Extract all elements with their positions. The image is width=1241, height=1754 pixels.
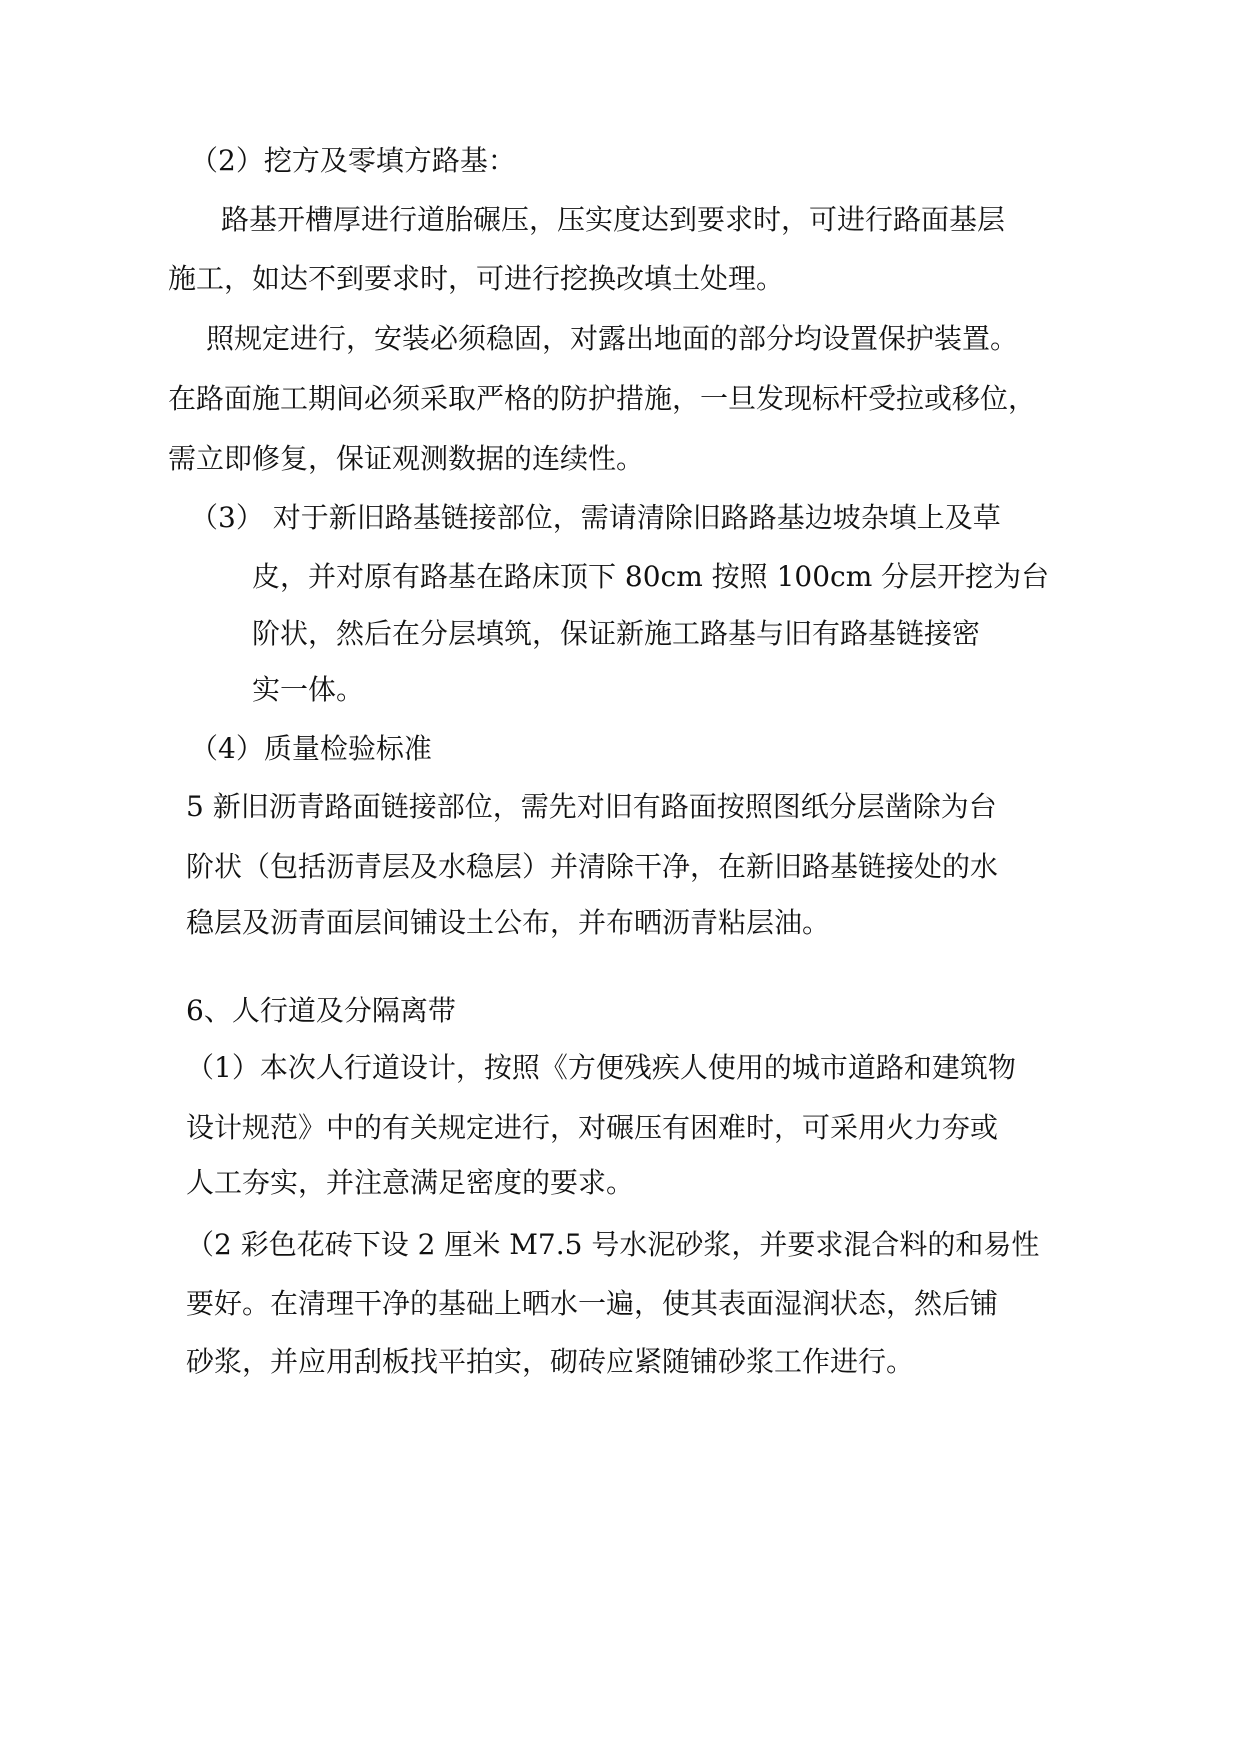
- paragraph-line: 稳层及沥青面层间铺设土公布，并布晒沥青粘层油。: [186, 906, 831, 939]
- paragraph-line: 照规定进行，安装必须稳固，对露出地面的部分均设置保护装置。: [206, 322, 1019, 355]
- paragraph-line: 路基开槽厚进行道胎碾压，压实度达到要求时，可进行路面基层: [221, 203, 1006, 236]
- paragraph-line: （2 彩色花砖下设 2 厘米 M7.5 号水泥砂浆，并要求混合料的和易性: [186, 1228, 1040, 1261]
- paragraph-line: 阶状，然后在分层填筑，保证新施工路基与旧有路基链接密: [252, 617, 981, 650]
- paragraph-line: 5 新旧沥青路面链接部位，需先对旧有路面按照图纸分层凿除为台: [186, 790, 997, 823]
- section-heading: 6、人行道及分隔离带: [186, 994, 456, 1027]
- paragraph-line: 需立即修复，保证观测数据的连续性。: [168, 442, 645, 475]
- paragraph-line: 在路面施工期间必须采取严格的防护措施，一旦发现标杆受拉或移位，: [168, 382, 1037, 415]
- paragraph-line: （1）本次人行道设计，按照《方便残疾人使用的城市道路和建筑物: [186, 1051, 1016, 1084]
- subheading-excavation: （2）挖方及零填方路基：: [190, 144, 516, 177]
- paragraph-line: 砂浆，并应用刮板找平拍实，砌砖应紧随铺砂浆工作进行。: [186, 1345, 915, 1378]
- paragraph-line: 人工夯实，并注意满足密度的要求。: [186, 1166, 635, 1199]
- subheading-quality: （4）质量检验标准: [190, 732, 432, 765]
- paragraph-line: 实一体。: [252, 673, 365, 706]
- paragraph-line: 阶状（包括沥青层及水稳层）并清除干净，在新旧路基链接处的水: [186, 850, 999, 883]
- paragraph-line: 要好。在清理干净的基础上晒水一遍，使其表面湿润状态，然后铺: [186, 1287, 999, 1320]
- paragraph-line: 施工，如达不到要求时，可进行挖换改填土处理。: [168, 262, 785, 295]
- paragraph-line: 设计规范》中的有关规定进行，对碾压有困难时，可采用火力夯或: [186, 1111, 999, 1144]
- paragraph-line: 皮，并对原有路基在路床顶下 80cm 按照 100cm 分层开挖为台: [252, 560, 1050, 593]
- paragraph-line: （3） 对于新旧路基链接部位，需请清除旧路路基边坡杂填上及草: [190, 501, 1001, 534]
